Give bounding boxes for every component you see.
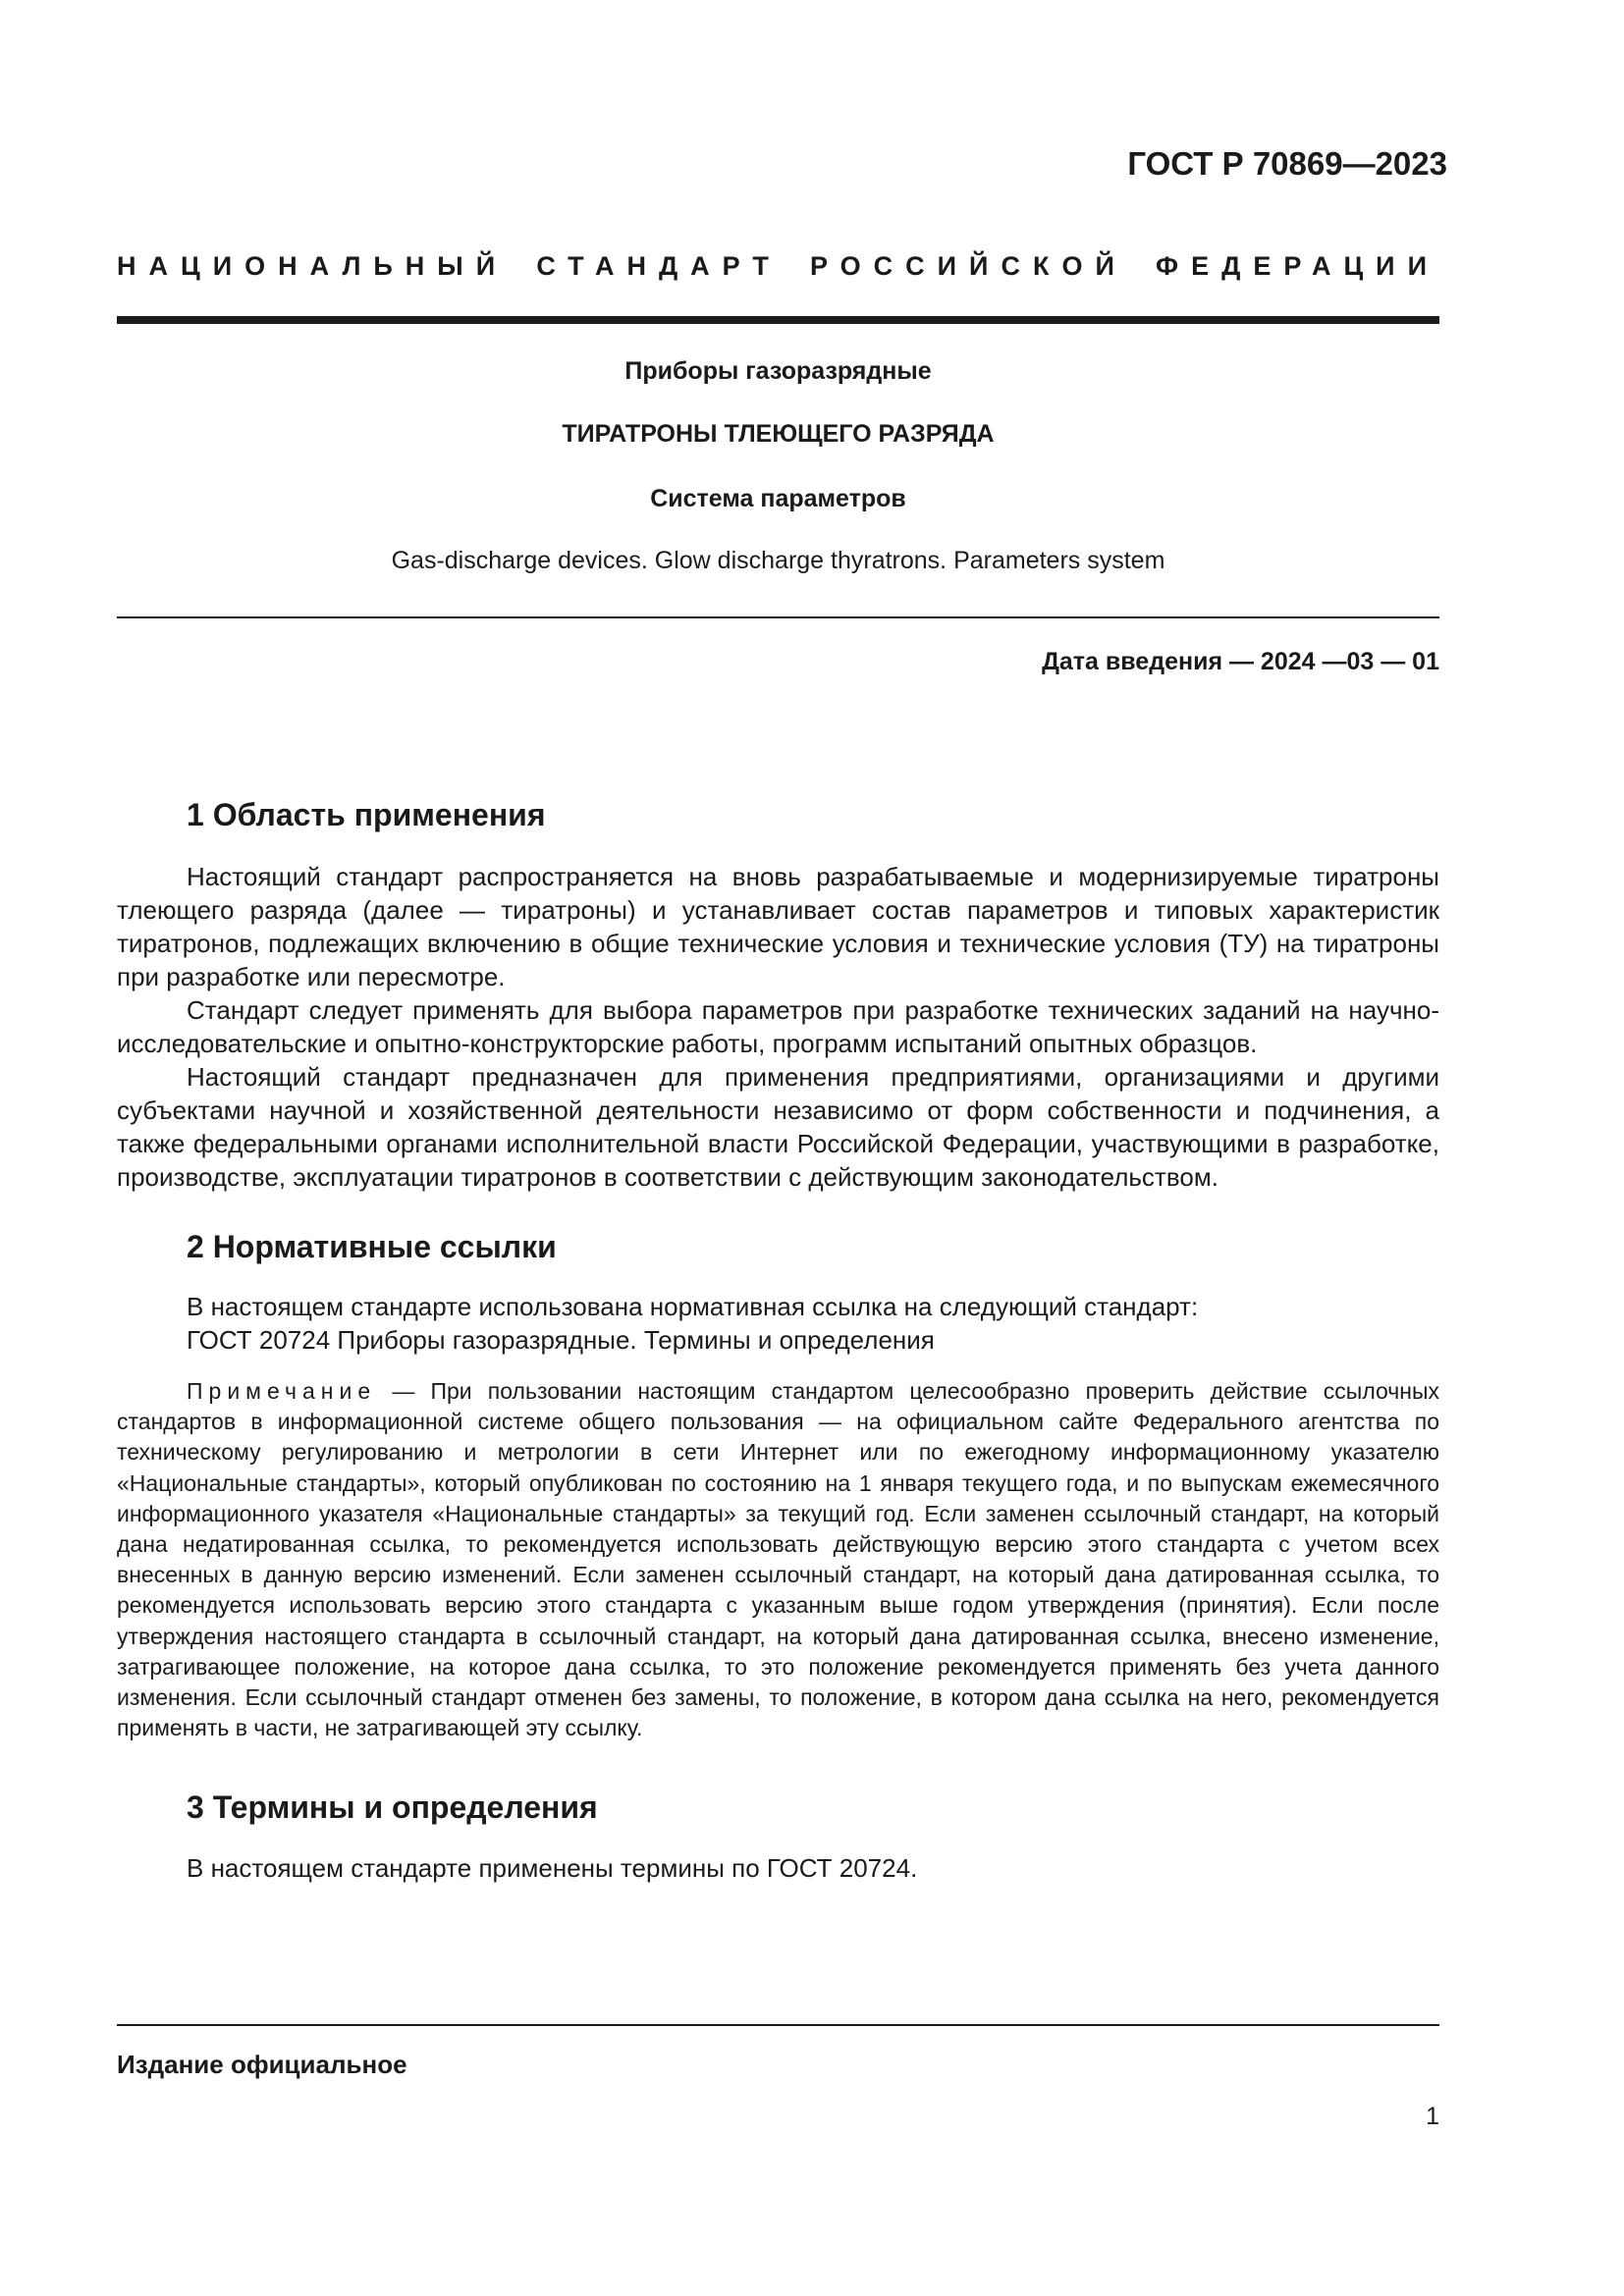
section-1-paragraph-1: Настоящий стандарт распространяется на вновь разрабатываемые и модернизируемые тиратроны тлеющего разряда (далее — тиратроны) и устанавливает состав параметров и типовых характеристик тиратронов, подлежащих включению в общие технические условия и технические условия (ТУ) на тиратроны при разработке или пересмотре.	[117, 862, 1439, 991]
section-1-paragraph-3: Настоящий стандарт предназначен для применения предприятиями, организациями и другими субъектами научной и хозяйственной деятельности независимо от форм собственности и подчинения, а также федеральными органами исполнительной власти Российской Федерации, участвующими в разработке, производстве, эксплуатации тиратронов в соответствии с действующим законодательством.	[117, 1062, 1439, 1192]
note-label: Примечание	[187, 1378, 377, 1404]
standard-number: ГОСТ Р 70869—2023	[1127, 145, 1447, 182]
introduction-date: Дата введения — 2024 —03 — 01	[1042, 648, 1439, 675]
banner-word-1: НАЦИОНАЛЬНЫЙ	[117, 251, 509, 281]
footer-divider	[117, 2024, 1439, 2026]
banner-word-4: ФЕДЕРАЦИИ	[1156, 251, 1439, 281]
section-1-body	[117, 860, 1439, 1194]
header-divider	[117, 316, 1439, 324]
title-divider	[117, 616, 1439, 618]
banner-word-2: СТАНДАРТ	[536, 251, 782, 281]
section-1-heading: 1 Область применения	[187, 797, 546, 832]
page-number: 1	[1426, 2103, 1439, 2130]
section-1-paragraph-2: Стандарт следует применять для выбора параметров при разработке технических заданий на научно-исследовательские и опытно-конструкторские работы, программ испытаний опытных образцов.	[117, 995, 1439, 1058]
section-2-heading: 2 Нормативные ссылки	[187, 1229, 557, 1264]
section-3-heading: 3 Термины и определения	[187, 1789, 598, 1825]
note-text: — При пользовании настоящим стандартом целесообразно проверить действие ссылочных стандартов в информационной системе общего пользования — на официальном сайте Федерального агентства по техническому регулированию и метрологии в сети Интернет или по ежегодному информационному указателю «Национальные стандарты», который опубликован по состоянию на 1 января текущего года, и по выпускам ежемесячного информационного указателя «Национальные стандарты» за текущий год. Если заменен ссылочный стандарт, на который дана недатированная ссылка, то рекомендуется использовать действующую версию этого стандарта с учетом всех внесенных в данную версию изменений. Если заменен ссылочный стандарт, на который дана датированная ссылка, то рекомендуется использовать версию этого стандарта с указанным выше годом утверждения (принятия). Если после утверждения настоящего стандарта в ссылочный стандарт, на который дана датированная ссылка, внесено изменение, затрагивающее положение, на которое дана ссылка, то это положение рекомендуется применять без учета данного изменения. Если ссылочный стандарт отменен без замены, то положение, в котором дана ссылка на него, рекомендуется применять в части, не затрагивающей эту ссылку.	[117, 1378, 1440, 1741]
title-line-3: Система параметров	[650, 485, 906, 512]
section-3-text: В настоящем стандарте применены термины по ГОСТ 20724.	[187, 1853, 918, 1883]
banner-word-3: РОССИЙСКОЙ	[810, 251, 1127, 281]
title-line-2: ТИРАТРОНЫ ТЛЕЮЩЕГО РАЗРЯДА	[562, 420, 995, 448]
english-title: Gas-discharge devices. Glow discharge thyratrons. Parameters system	[391, 547, 1165, 574]
section-2-intro: В настоящем стандарте использована нормативная ссылка на следующий стандарт:	[187, 1292, 1199, 1321]
section-2-reference: ГОСТ 20724 Приборы газоразрядные. Термины и определения	[187, 1325, 935, 1355]
title-line-1: Приборы газоразрядные	[624, 357, 932, 385]
national-standard-banner	[117, 251, 1439, 282]
official-edition-label: Издание официальное	[117, 2050, 407, 2079]
section-2-note	[117, 1376, 1439, 1743]
